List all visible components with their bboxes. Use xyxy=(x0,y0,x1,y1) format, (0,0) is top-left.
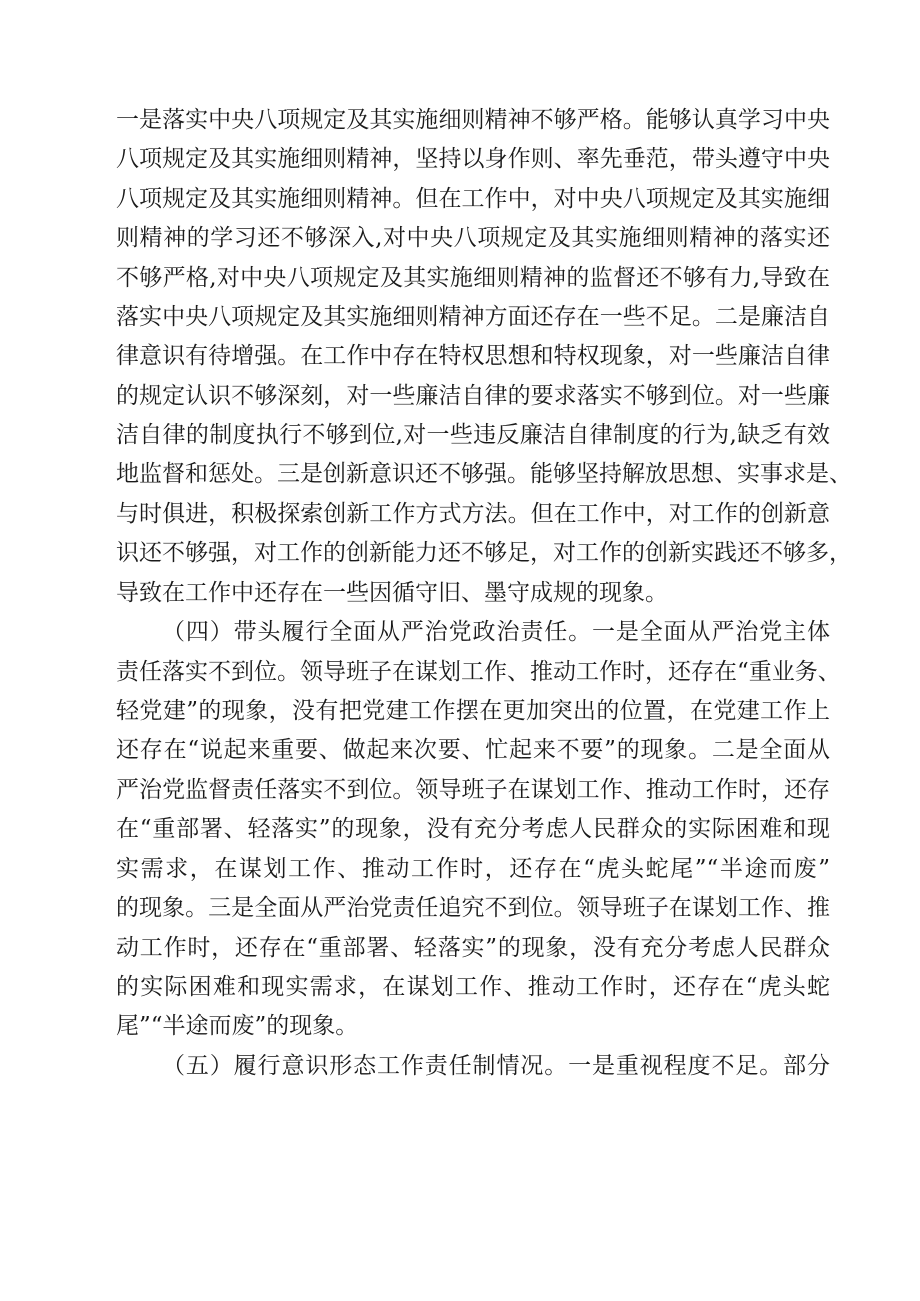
paragraph-2-line-7: 实需求，在谋划工作、推动工作时，还存在“虎头蛇尾”“半途而废” xyxy=(116,856,830,882)
paragraph-1-line-10: 地监督和惩处。三是创新意识还不够强。能够坚持解放思想、实事求是、 xyxy=(116,461,852,487)
paragraph-2-line-3: 轻党建”的现象，没有把党建工作摆在更加突出的位置，在党建工作上 xyxy=(116,698,830,724)
paragraph-1-line-9: 洁自律的制度执行不够到位,对一些违反廉洁自律制度的行为,缺乏有效 xyxy=(116,422,830,448)
paragraph-2-line-2: 责任落实不到位。领导班子在谋划工作、推动工作时，还存在“重业务、 xyxy=(116,659,841,685)
paragraph-1-line-1: 一是落实中央八项规定及其实施细则精神不够严格。能够认真学习中央 xyxy=(116,107,830,133)
paragraph-1-line-11: 与时俱进，积极探索创新工作方式方法。但在工作中，对工作的创新意 xyxy=(116,501,830,527)
paragraph-3-line-1: （五）履行意识形态工作责任制情况。一是重视程度不足。部分 xyxy=(162,1053,830,1079)
paragraph-1-line-12: 识还不够强，对工作的创新能力还不够足，对工作的创新实践还不够多， xyxy=(116,540,852,566)
paragraph-1-line-2: 八项规定及其实施细则精神，坚持以身作则、率先垂范，带头遵守中央 xyxy=(116,146,830,172)
paragraph-1-line-5: 不够严格,对中央八项规定及其实施细则精神的监督还不够有力,导致在 xyxy=(116,265,830,291)
paragraph-2-line-10: 的实际困难和现实需求，在谋划工作、推动工作时，还存在“虎头蛇 xyxy=(116,974,830,1000)
paragraph-2-line-11: 尾”“半途而废”的现象。 xyxy=(116,1013,359,1039)
paragraph-2-line-8: 的现象。三是全面从严治党责任追究不到位。领导班子在谋划工作、推 xyxy=(116,895,830,921)
paragraph-2-line-4: 还存在“说起来重要、做起来次要、忙起来不要”的现象。二是全面从 xyxy=(116,737,830,763)
paragraph-1-line-8: 的规定认识不够深刻，对一些廉洁自律的要求落实不够到位。对一些廉 xyxy=(116,383,830,409)
paragraph-2-line-6: 在“重部署、轻落实”的现象，没有充分考虑人民群众的实际困难和现 xyxy=(116,816,830,842)
paragraph-1-line-6: 落实中央八项规定及其实施细则精神方面还存在一些不足。二是廉洁自 xyxy=(116,304,830,330)
paragraph-1-line-3: 八项规定及其实施细则精神。但在工作中，对中央八项规定及其实施细 xyxy=(116,186,830,212)
paragraph-1-line-4: 则精神的学习还不够深入,对中央八项规定及其实施细则精神的落实还 xyxy=(116,225,830,251)
paragraph-1-line-7: 律意识有待增强。在工作中存在特权思想和特权现象，对一些廉洁自律 xyxy=(116,343,830,369)
paragraph-2-line-1: （四）带头履行全面从严治党政治责任。一是全面从严治党主体 xyxy=(162,619,830,645)
paragraph-2-line-5: 严治党监督责任落实不到位。领导班子在谋划工作、推动工作时，还存 xyxy=(116,777,830,803)
paragraph-1-line-13: 导致在工作中还存在一些因循守旧、墨守成规的现象。 xyxy=(116,580,668,606)
paragraph-2-line-9: 动工作时，还存在“重部署、轻落实”的现象，没有充分考虑人民群众 xyxy=(116,935,830,961)
